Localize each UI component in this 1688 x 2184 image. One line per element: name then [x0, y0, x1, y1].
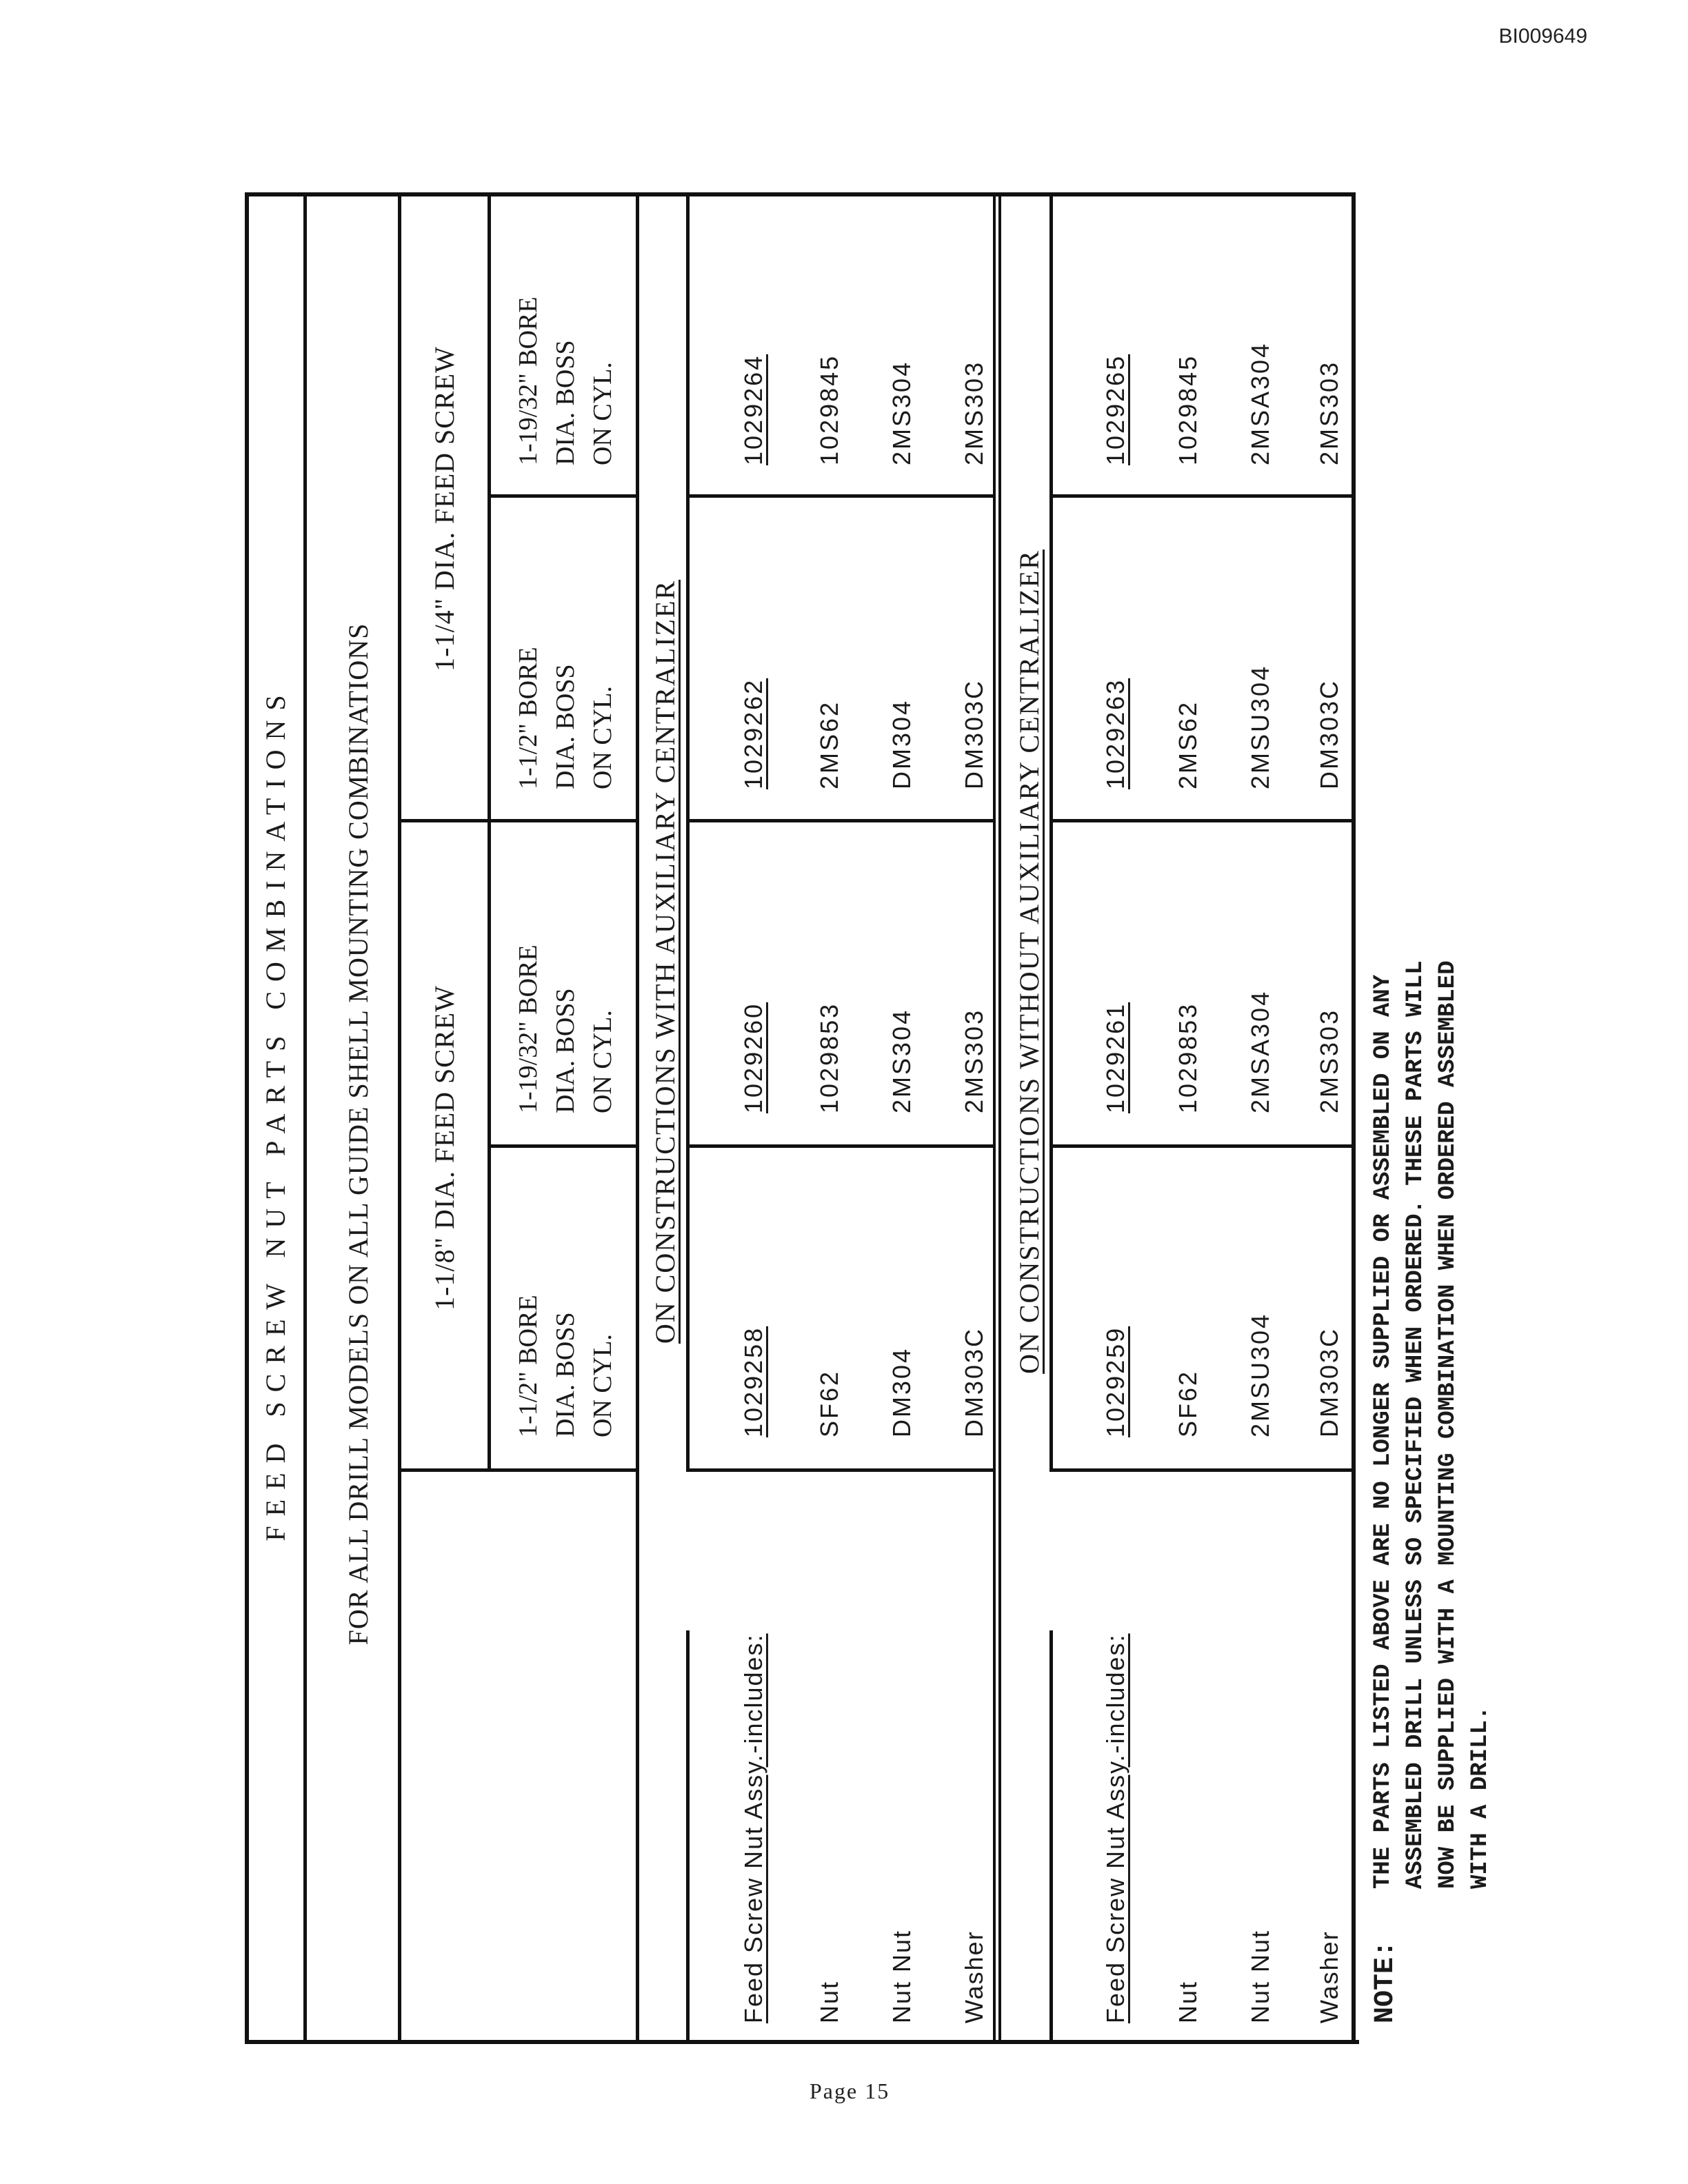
column-header-divider [636, 192, 639, 2044]
cell-sec1-nutnut-c4: 2MS304 [887, 360, 916, 465]
cell-sec2-nutnut-c4: 2MSA304 [1246, 341, 1274, 465]
note-line-4: WITH A DRILL. [1467, 1706, 1494, 1889]
col-line-4-header [488, 494, 636, 498]
cell-sec2-nutnut-c2: 2MSA304 [1246, 989, 1274, 1113]
note-line-1: THE PARTS LISTED ABOVE ARE NO LONGER SUPPLIED OR ASSEMBLED ON ANY [1370, 974, 1396, 1889]
cell-sec1-nut-c2: 1029853 [815, 1002, 843, 1113]
cell-sec1-nutnut-c1: DM304 [887, 1346, 916, 1437]
cell-sec2-nutnut-c1: 2MSU304 [1246, 1312, 1274, 1437]
row-label-washer-sec1: Washer [960, 1930, 988, 2023]
cell-sec2-assy-c3: 1029263 [1101, 678, 1129, 789]
cell-sec1-washer-c4: 2MS303 [960, 360, 988, 465]
cell-sec1-nutnut-c3: DM304 [887, 698, 916, 789]
cell-sec2-washer-c2: 2MS303 [1315, 1008, 1343, 1113]
note-line-2: ASSEMBLED DRILL UNLESS SO SPECIFIED WHEN ORDERED. THESE PARTS WILL [1403, 960, 1429, 1889]
table-subtitle: FOR ALL DRILL MODELS ON ALL GUIDE SHELL MOUNTING COMBINATIONS [343, 623, 374, 1646]
cell-sec1-washer-c1: DM303C [960, 1326, 988, 1437]
column-header-2: 1-19/32" BORE DIA. BOSS ON CYL. [514, 944, 617, 1113]
table-title: FEED SCREW NUT PARTS COMBINATIONS [260, 685, 291, 1541]
group-header-1-1-8: 1-1/8" DIA. FEED SCREW [429, 985, 460, 1311]
row-label-nutnut-sec1: Nut Nut [887, 1929, 916, 2023]
cell-sec2-nut-c3: 2MS62 [1174, 700, 1202, 789]
rotated-table-page [245, 190, 1494, 2044]
cell-sec1-washer-c3: DM303C [960, 678, 988, 789]
note-line-3: NOW BE SUPPLIED WITH A MOUNTING COMBINATION WHEN ORDERED ASSEMBLED [1435, 960, 1461, 1889]
cell-sec2-nut-c1: SF62 [1174, 1369, 1202, 1437]
table-outer-border-bottom [1352, 192, 1356, 2044]
col-line-4-sec1 [686, 494, 993, 498]
cell-sec2-washer-c4: 2MS303 [1315, 360, 1343, 465]
cell-sec2-assy-c2: 1029261 [1101, 1002, 1129, 1113]
cell-sec1-nut-c3: 2MS62 [815, 700, 843, 789]
page-number: Page 15 [810, 2079, 890, 2103]
cell-sec1-assy-c4: 1029264 [739, 354, 767, 465]
note-text [1367, 960, 1497, 1889]
col-line-2-sec2 [1049, 1144, 1353, 1148]
col-line-2-header [488, 1144, 636, 1148]
cell-sec1-assy-c2: 1029260 [739, 1002, 767, 1113]
cell-sec2-assy-c4: 1029265 [1101, 354, 1129, 465]
cell-sec1-assy-c3: 1029262 [739, 678, 767, 789]
table-outer-border-right [245, 192, 1355, 196]
col-line-3-sec2 [1049, 819, 1353, 822]
parts-table [245, 190, 1355, 2044]
table-outer-border-left-top [245, 192, 1359, 2044]
cell-sec2-assy-c1: 1029259 [1101, 1326, 1129, 1437]
cell-sec1-assy-c1: 1029258 [739, 1326, 767, 1437]
title-row-divider [303, 192, 307, 2044]
column-header-3: 1-1/2" BORE DIA. BOSS ON CYL. [514, 647, 617, 789]
row-label-nutnut-sec2: Nut Nut [1246, 1929, 1274, 2023]
section-divider [993, 192, 1001, 2044]
sec2-heading-under-left [1049, 1630, 1053, 2044]
cell-sec1-nut-c1: SF62 [815, 1369, 843, 1437]
row-label-nut-sec1: Nut [815, 1980, 843, 2023]
group-header-1-1-4: 1-1/4" DIA. FEED SCREW [429, 346, 460, 671]
document-id: BI009649 [1498, 25, 1587, 48]
cell-sec2-nut-c2: 1029853 [1174, 1002, 1202, 1113]
column-header-4: 1-19/32" BORE DIA. BOSS ON CYL. [514, 296, 617, 465]
col-line-2-sec1 [686, 1144, 993, 1148]
cell-sec2-nut-c4: 1029845 [1174, 354, 1202, 465]
row-label-nut-sec2: Nut [1174, 1980, 1202, 2023]
cell-sec1-washer-c2: 2MS303 [960, 1008, 988, 1113]
col-line-1-sec1 [686, 1468, 993, 1472]
cell-sec1-nut-c4: 1029845 [815, 354, 843, 465]
column-header-1: 1-1/2" BORE DIA. BOSS ON CYL. [514, 1295, 617, 1437]
row-label-assy-sec2: Feed Screw Nut Assy.-includes: [1101, 1633, 1129, 2023]
note-label: NOTE: [1370, 1940, 1401, 2023]
row-label-washer-sec2: Washer [1315, 1930, 1343, 2023]
subtitle-row-divider [398, 192, 401, 2044]
group-row-divider [488, 192, 491, 1472]
col-line-3-sec1 [686, 819, 993, 822]
col-line-1-sec2 [1049, 1468, 1353, 1472]
section-heading-without-centralizer: ON CONSTRUCTIONS WITHOUT AUXILIARY CENTRALIZER [1014, 549, 1045, 1374]
cell-sec2-washer-c1: DM303C [1315, 1326, 1343, 1437]
cell-sec2-washer-c3: DM303C [1315, 678, 1343, 789]
section-heading-with-centralizer: ON CONSTRUCTIONS WITH AUXILIARY CENTRALIZER [650, 579, 681, 1344]
sec1-heading-under-right [686, 192, 690, 1472]
col-line-4-sec2 [1049, 494, 1353, 498]
sec1-heading-under-left [686, 1630, 690, 2044]
row-label-assy-sec1: Feed Screw Nut Assy.-includes: [739, 1633, 767, 2023]
sec2-heading-under-right [1049, 192, 1053, 1472]
cell-sec1-nutnut-c2: 2MS304 [887, 1008, 916, 1113]
cell-sec2-nutnut-c3: 2MSU304 [1246, 664, 1274, 789]
